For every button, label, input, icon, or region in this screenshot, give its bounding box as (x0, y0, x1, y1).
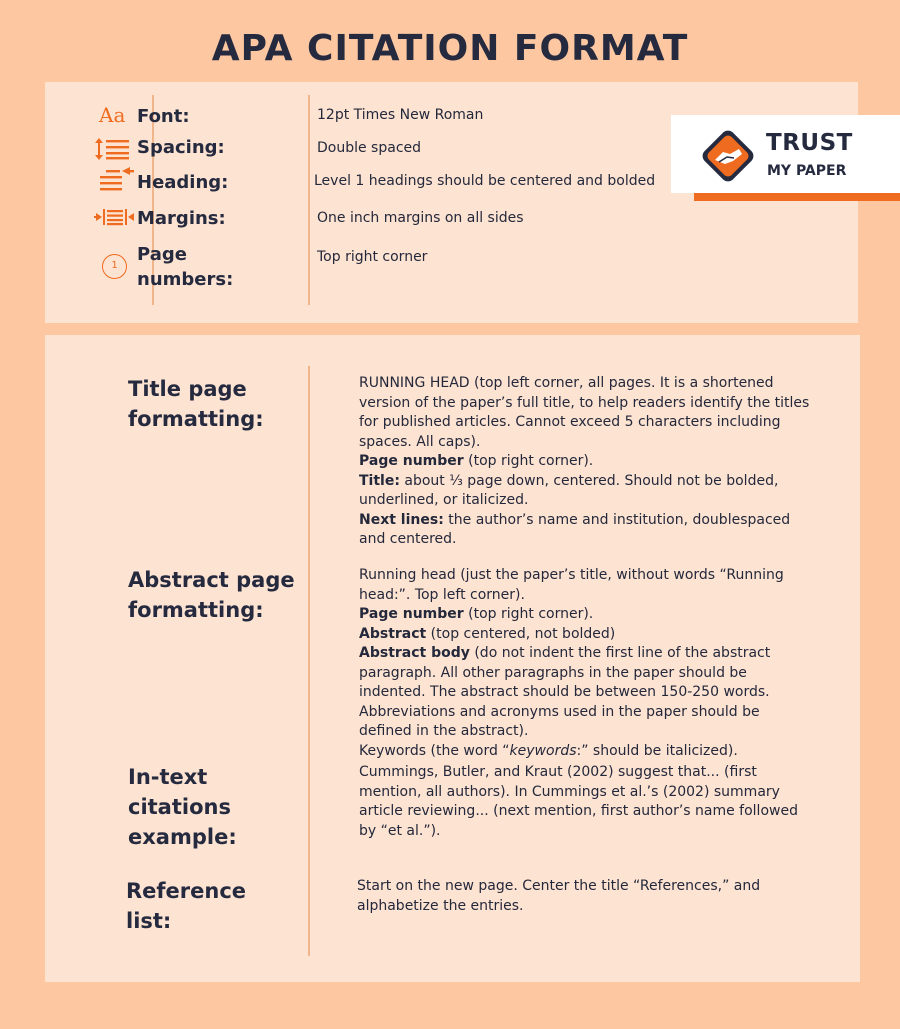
heading-label: Heading: (137, 172, 229, 193)
page-number-glyph: 1 (111, 260, 118, 271)
margins-value: One inch margins on all sides (317, 210, 524, 226)
abstract-page-page-number (359, 605, 811, 625)
in-text-label-line3: example: (128, 825, 237, 849)
title-page-label-line1: Title page (128, 377, 247, 401)
title-page-title-rule (359, 472, 811, 511)
reference-label-line1: Reference (126, 879, 247, 903)
abstract-page-keywords (359, 742, 811, 762)
title-page-intro: RUNNING HEAD (top left corner, all pages. It is a shortened version of the paper’s full title, to help readers identify the titles for published articles. Cannot exceed 5 characters including spaces. All caps). (359, 375, 810, 450)
abstract-page-abstract (359, 625, 811, 645)
page-numbers-label (137, 242, 233, 292)
abstract-page-body-rest: (do not indent the first line of the abstract paragraph. All other paragraphs in the paper should be indented. The abstract should be between 150-250 words. Abbreviations and acronyms used in the paper should be defined in the abstract). (359, 645, 771, 739)
title-page-next-rest: the author’s name and institution, doublespaced and centered. (359, 511, 791, 547)
logo-accent-bar (694, 193, 900, 201)
title-page-text (359, 374, 811, 550)
logo-text-trust: TRUST (766, 130, 853, 156)
abstract-page-label-line1: Abstract page (128, 568, 295, 592)
font-label: Font: (137, 106, 190, 127)
title-page-next-lines (359, 511, 811, 550)
abstract-page-label (128, 565, 295, 625)
abstract-page-label-line2: formatting: (128, 598, 264, 622)
reference-label-line2: list: (126, 909, 172, 933)
page-numbers-label-line1: Page (137, 244, 187, 265)
abstract-page-intro: Running head (just the paper’s title, without words “Running head:”. Top left corner). (359, 567, 784, 603)
handshake-logo-icon (699, 127, 757, 185)
abstract-page-keywords-italic: keywords (509, 742, 577, 759)
abstract-page-page-number-rest: (top right corner). (463, 606, 594, 622)
page-title: APA CITATION FORMAT (211, 28, 689, 69)
font-value: 12pt Times New Roman (317, 107, 484, 123)
reference-label (126, 876, 246, 936)
reference-text: Start on the new page. Center the title “References,” and alphabetize the entries. (357, 878, 761, 914)
title-page-label-line2: formatting: (128, 407, 264, 431)
in-text-label-line1: In-text (128, 765, 208, 789)
logo-text-my-paper: MY PAPER (767, 163, 847, 179)
title-page-title-rest: about ⅓ page down, centered. Should not be bolded, underlined, or italicized. (359, 472, 779, 508)
sections-divider (308, 366, 310, 956)
page-number-icon (102, 254, 127, 279)
in-text-text: Cummings, Butler, and Kraut (2002) suggest that... (first mention, all authors). In Cummings et al.’s (2002) summary article reviewing... (next mention, first author’s name followed by “et al.”). (359, 764, 798, 839)
abstract-page-body (359, 644, 811, 742)
title-page-next-bold: Next lines: (359, 511, 444, 528)
abstract-page-keywords-pre: Keywords (the word “ (359, 742, 510, 759)
abstract-page-abstract-bold: Abstract (359, 625, 427, 642)
title-page-page-number (359, 452, 811, 472)
abstract-page-page-number-bold: Page number (359, 606, 464, 622)
margins-icon (94, 207, 136, 227)
title-page-page-number-bold: Page number (359, 453, 464, 469)
in-text-label (128, 762, 237, 852)
heading-value: Level 1 headings should be centered and bolded (314, 173, 656, 189)
title-page-label (128, 374, 264, 434)
in-text-label-line2: citations (128, 795, 231, 819)
spacing-label: Spacing: (137, 137, 225, 158)
abstract-page-abstract-rest: (top centered, not bolded) (426, 625, 616, 642)
font-aa-icon: Aa (99, 103, 126, 127)
abstract-page-keywords-post: :” should be italicized). (576, 742, 738, 759)
title-page-page-number-rest: (top right corner). (463, 453, 594, 469)
page-numbers-value: Top right corner (317, 249, 428, 265)
page-numbers-label-line2: numbers: (137, 269, 234, 290)
abstract-page-text (359, 566, 811, 761)
line-spacing-icon (95, 138, 131, 160)
basics-divider-right (308, 95, 310, 305)
title-page-title-bold: Title: (359, 472, 400, 489)
spacing-value: Double spaced (317, 140, 422, 156)
heading-indent-icon (100, 167, 134, 191)
margins-label: Margins: (137, 208, 226, 229)
abstract-page-body-bold: Abstract body (359, 645, 470, 661)
